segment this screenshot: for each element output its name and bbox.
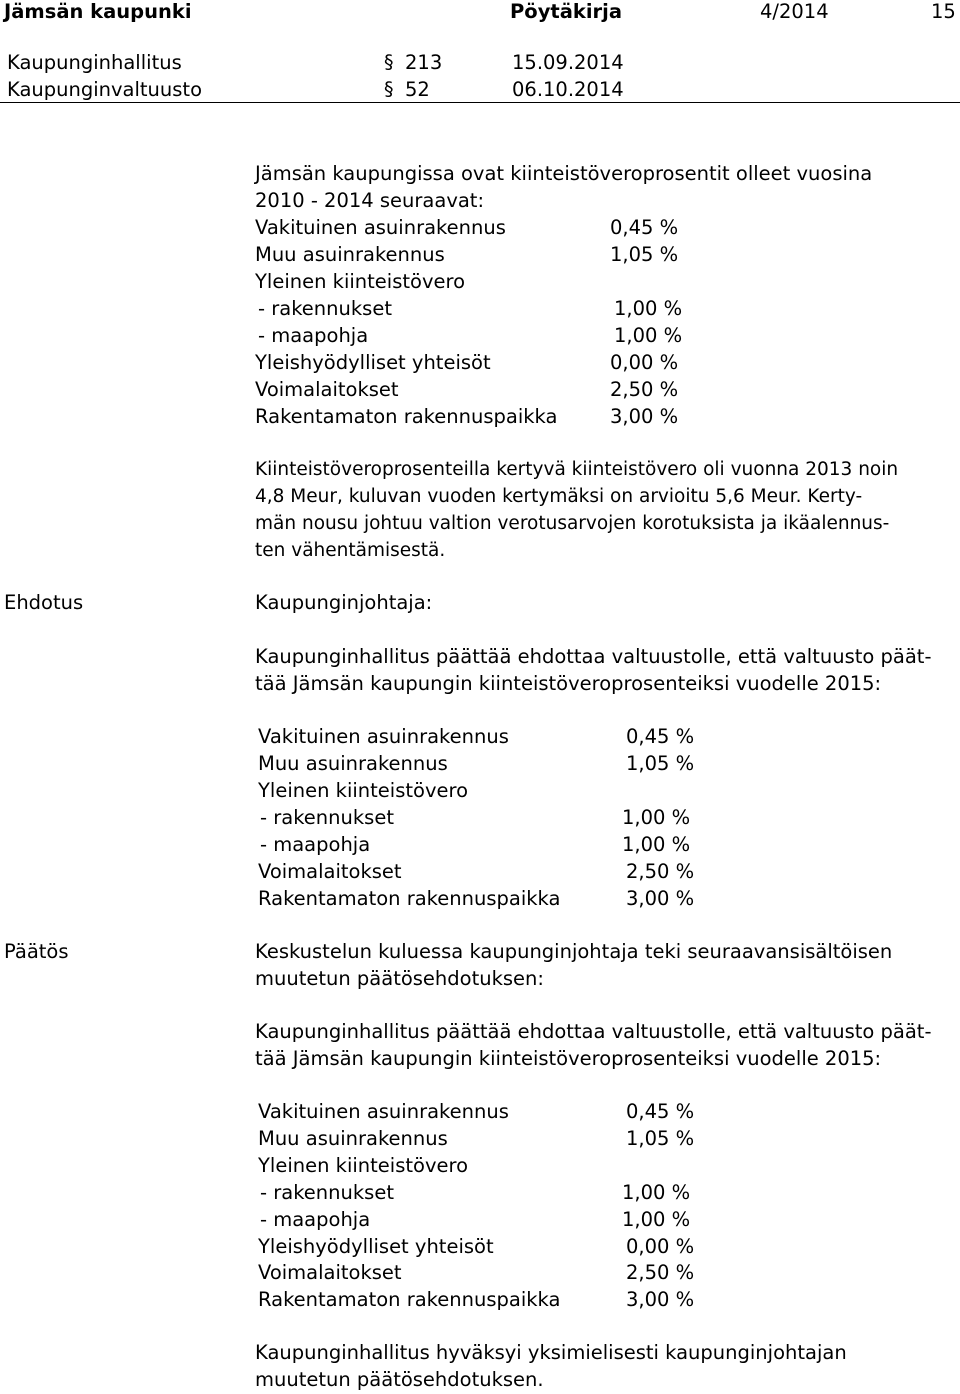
rate-value: 1,00 % bbox=[622, 833, 691, 856]
org-name: Jämsän kaupunki bbox=[4, 0, 192, 23]
rate-label: Rakentamaton rakennuspaikka bbox=[258, 1288, 561, 1311]
rate-label: Rakentamaton rakennuspaikka bbox=[255, 405, 558, 428]
rate-value: 1,00 % bbox=[622, 806, 691, 829]
paragraph-line: ten vähentämisestä. bbox=[255, 540, 446, 561]
decision-side-label: Päätös bbox=[4, 940, 69, 963]
section-sign-icon: § bbox=[384, 51, 394, 73]
rate-label: Muu asuinrakennus bbox=[258, 1127, 448, 1150]
rate-value: 3,00 % bbox=[626, 887, 695, 910]
intro-line: Jämsän kaupungissa ovat kiinteistöveroprosentit olleet vuosina bbox=[255, 162, 873, 185]
rate-value: 1,05 % bbox=[610, 243, 679, 266]
rate-value: 0,45 % bbox=[626, 1100, 695, 1123]
rate-value: 0,00 % bbox=[626, 1235, 695, 1258]
rate-label: Rakentamaton rakennuspaikka bbox=[258, 887, 561, 910]
rate-value: 0,45 % bbox=[626, 725, 695, 748]
rate-value: 0,00 % bbox=[610, 351, 679, 374]
header-divider bbox=[0, 102, 960, 103]
rate-label: Vakituinen asuinrakennus bbox=[258, 725, 509, 748]
meta-date: 15.09.2014 bbox=[512, 51, 624, 74]
rate-value: 1,05 % bbox=[626, 752, 695, 775]
rate-value: 3,00 % bbox=[626, 1288, 695, 1311]
proposal-speaker: Kaupunginjohtaja: bbox=[255, 591, 433, 614]
rate-label: - rakennukset bbox=[258, 297, 392, 320]
rate-value: 1,00 % bbox=[622, 1181, 691, 1204]
paragraph-line: män nousu johtuu valtion verotusarvojen korotuksista ja ikäalennus- bbox=[255, 513, 890, 534]
paragraph-line: muutetun päätösehdotuksen: bbox=[255, 967, 544, 990]
paragraph-line: muutetun päätösehdotuksen. bbox=[255, 1368, 544, 1391]
paragraph-line: Kaupunginhallitus päättää ehdottaa valtuustolle, että valtuusto päät- bbox=[255, 1020, 932, 1043]
paragraph-line: Keskustelun kuluessa kaupunginjohtaja teki seuraavansisältöisen bbox=[255, 940, 893, 963]
rate-value: 0,45 % bbox=[610, 216, 679, 239]
rate-label: - rakennukset bbox=[260, 1181, 394, 1204]
rate-value: 1,00 % bbox=[622, 1208, 691, 1231]
meta-section: 52 bbox=[405, 78, 430, 101]
rate-value: 1,00 % bbox=[614, 324, 683, 347]
rate-label: Muu asuinrakennus bbox=[258, 752, 448, 775]
section-sign-icon: § bbox=[384, 78, 394, 100]
intro-line: 2010 - 2014 seuraavat: bbox=[255, 189, 485, 212]
rate-label: Yleishyödylliset yhteisöt bbox=[255, 351, 491, 374]
meta-body: Kaupunginvaltuusto bbox=[7, 78, 203, 101]
rate-value: 2,50 % bbox=[626, 1261, 695, 1284]
paragraph-line: Kaupunginhallitus päättää ehdottaa valtuustolle, että valtuusto päät- bbox=[255, 645, 932, 668]
rate-label: Muu asuinrakennus bbox=[255, 243, 445, 266]
rate-label: Yleinen kiinteistövero bbox=[258, 1154, 468, 1177]
meta-section: 213 bbox=[405, 51, 443, 74]
doc-type: Pöytäkirja bbox=[510, 0, 622, 23]
rate-label: Yleinen kiinteistövero bbox=[258, 779, 468, 802]
paragraph-line: Kaupunginhallitus hyväksyi yksimielisesti kaupunginjohtajan bbox=[255, 1341, 847, 1364]
rate-label: Voimalaitokset bbox=[258, 1261, 402, 1284]
proposal-side-label: Ehdotus bbox=[4, 591, 84, 614]
rate-label: - maapohja bbox=[260, 833, 371, 856]
rate-value: 2,50 % bbox=[626, 860, 695, 883]
rate-label: - rakennukset bbox=[260, 806, 394, 829]
rate-value: 2,50 % bbox=[610, 378, 679, 401]
paragraph-line: tää Jämsän kaupungin kiinteistöveroprosenteiksi vuodelle 2015: bbox=[255, 672, 882, 695]
rate-label: Voimalaitokset bbox=[255, 378, 399, 401]
rate-value: 3,00 % bbox=[610, 405, 679, 428]
rate-label: Yleishyödylliset yhteisöt bbox=[258, 1235, 494, 1258]
rate-label: Vakituinen asuinrakennus bbox=[258, 1100, 509, 1123]
rate-label: Vakituinen asuinrakennus bbox=[255, 216, 506, 239]
rate-label: - maapohja bbox=[260, 1208, 371, 1231]
rate-value: 1,00 % bbox=[614, 297, 683, 320]
rate-value: 1,05 % bbox=[626, 1127, 695, 1150]
doc-number: 4/2014 bbox=[760, 0, 829, 23]
meta-body: Kaupunginhallitus bbox=[7, 51, 182, 74]
page-number: 15 bbox=[931, 0, 956, 23]
paragraph-line: Kiinteistöveroprosenteilla kertyvä kiinteistövero oli vuonna 2013 noin bbox=[255, 459, 899, 480]
rate-label: Yleinen kiinteistövero bbox=[255, 270, 465, 293]
paragraph-line: 4,8 Meur, kuluvan vuoden kertymäksi on arvioitu 5,6 Meur. Kerty- bbox=[255, 486, 863, 507]
rate-label: - maapohja bbox=[258, 324, 369, 347]
rate-label: Voimalaitokset bbox=[258, 860, 402, 883]
meta-date: 06.10.2014 bbox=[512, 78, 624, 101]
paragraph-line: tää Jämsän kaupungin kiinteistöveroprosenteiksi vuodelle 2015: bbox=[255, 1047, 882, 1070]
